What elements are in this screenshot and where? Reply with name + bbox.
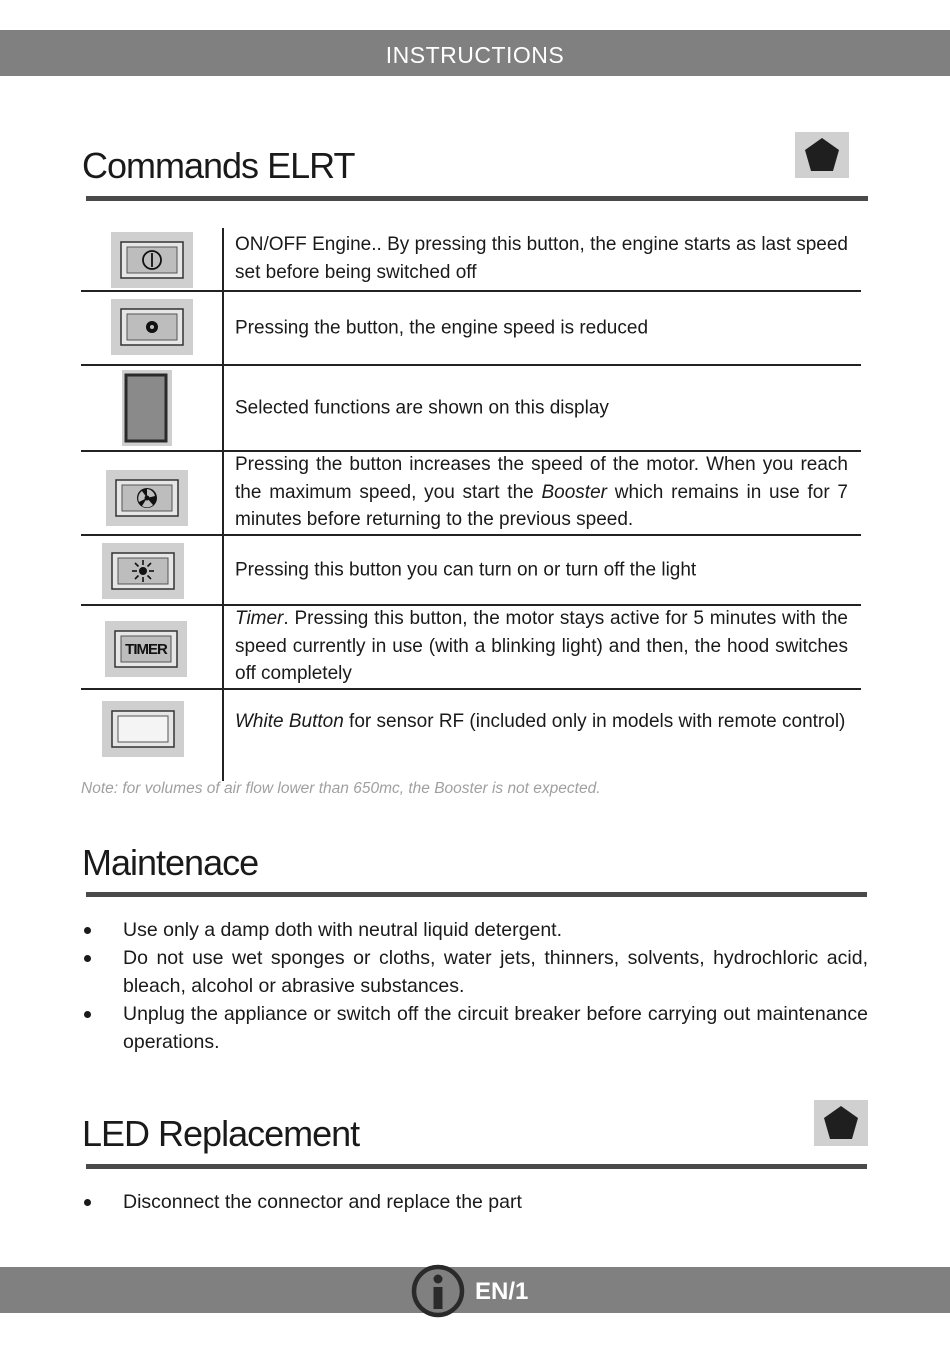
table-row (81, 228, 861, 290)
table-row (81, 689, 861, 781)
timer-description: Timer. Pressing this button, the motor stays active for 5 minutes with the speed currently in use (with a blinking light) and then, the hood switches off completely (235, 608, 848, 684)
booster-note: Note: for volumes of air flow lower than 650mc, the Booster is not expected. (81, 780, 601, 797)
page-number: EN/1 (475, 1278, 529, 1305)
light-button-icon (102, 543, 184, 604)
list-item: Use only a damp doth with neutral liquid detergent. (82, 916, 868, 944)
bullet-icon (84, 1011, 91, 1018)
warning-pentagon-icon (814, 1100, 868, 1146)
header-bar (0, 30, 950, 76)
white-button-icon (102, 701, 184, 762)
led-title: LED Replacement (82, 1113, 360, 1154)
commands-title: Commands ELRT (82, 145, 355, 186)
svg-text:TIMER: TIMER (125, 641, 167, 658)
bullet-icon (84, 1199, 91, 1206)
speed-up-button-icon (106, 470, 188, 531)
speed-up-description: Pressing the button increases the speed of the motor. When you reach the maximum speed, you start the Booster which remains in use for 7 minutes before returning to the previous speed. (235, 454, 848, 530)
maintenance-title: Maintenace (82, 842, 259, 883)
power-description: ON/OFF Engine.. By pressing this button, the engine starts as last speed set before being switched off (235, 234, 848, 283)
table-row (81, 451, 861, 534)
light-description: Pressing this button you can turn on or turn off the light (235, 558, 697, 580)
timer-button-icon (105, 621, 187, 682)
table-row (81, 535, 861, 604)
table-row (81, 291, 861, 364)
list-item: Do not use wet sponges or cloths, water jets, thinners, solvents, hydrochloric acid, bleach, alcohol or abrasive substances. (82, 944, 868, 1000)
maintenance-list (82, 916, 868, 1056)
speed-down-button-icon (111, 299, 193, 360)
white-button-description: White Button for sensor RF (included only in models with remote control) (235, 711, 846, 732)
white-button-term: White Button (235, 711, 344, 732)
commands-table (81, 228, 861, 781)
power-button-icon (111, 232, 193, 293)
booster-term: Booster (541, 481, 607, 503)
commands-title-rule (86, 196, 868, 201)
timer-term: Timer (235, 608, 284, 629)
bullet-icon (84, 927, 91, 934)
table-row (81, 365, 861, 450)
info-icon (410, 1263, 466, 1319)
speed-down-description: Pressing the button, the engine speed is reduced (235, 316, 649, 338)
led-title-rule (86, 1164, 867, 1169)
display-icon (122, 370, 172, 451)
list-item: Disconnect the connector and replace the part (82, 1188, 868, 1216)
maintenance-title-rule (86, 892, 867, 897)
bullet-icon (84, 955, 91, 962)
list-item: Unplug the appliance or switch off the circuit breaker before carrying out maintenance operations. (82, 1000, 868, 1056)
led-list (82, 1188, 868, 1216)
header-title: INSTRUCTIONS (385, 42, 565, 68)
display-description: Selected functions are shown on this display (235, 396, 609, 418)
table-row (81, 605, 861, 688)
warning-pentagon-icon (795, 132, 849, 178)
